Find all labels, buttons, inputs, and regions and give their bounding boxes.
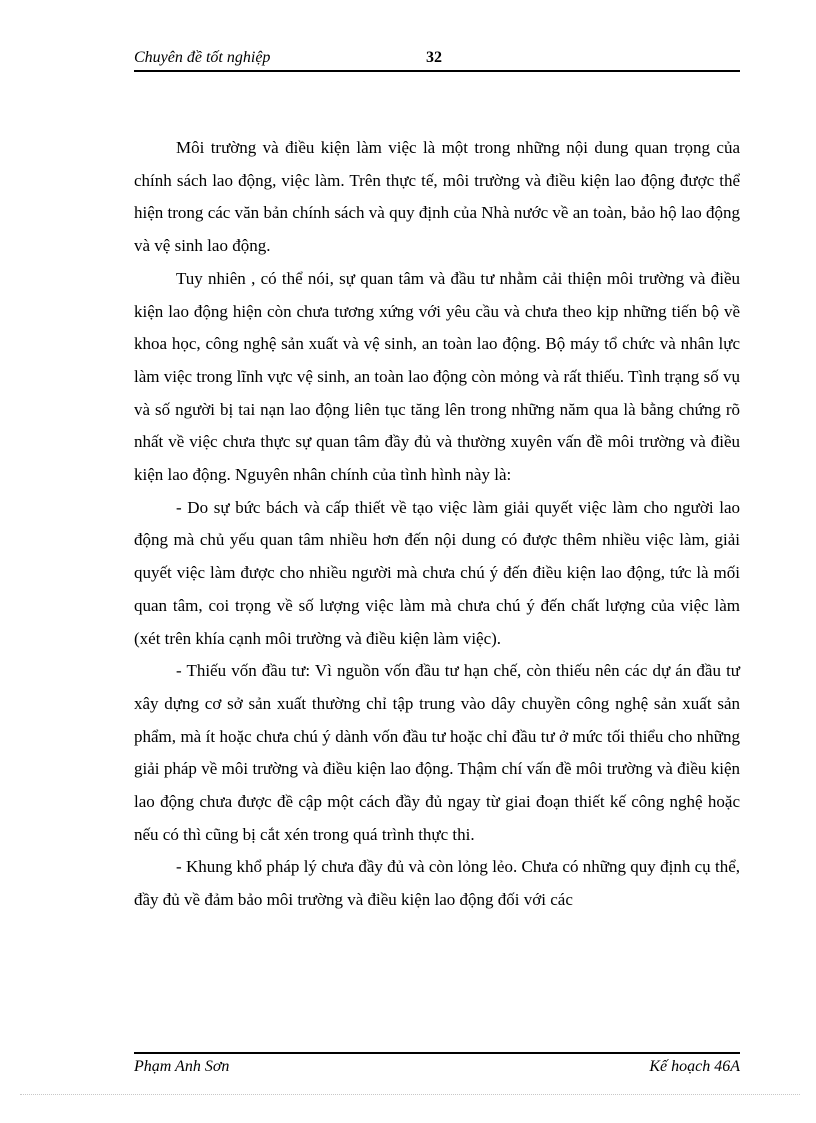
paragraph: Môi trường và điều kiện làm việc là một trong những nội dung quan trọng của chính sách lao động, việc làm. Trên thực tế, môi trường và điều kiện lao động được thể hiện trong các văn bản chính sách và quy định của Nhà nước về an toàn, bảo hộ lao động và vệ sinh lao động. xyxy=(134,138,740,256)
paragraph: - Khung khổ pháp lý chưa đầy đủ và còn lỏng lẻo. Chưa có những quy định cụ thể, đầy đủ về đảm bảo môi trường và điều kiện lao động đối với các xyxy=(134,857,740,910)
footer-author: Phạm Anh Sơn xyxy=(134,1058,230,1075)
page-footer xyxy=(134,1052,740,1078)
page-header xyxy=(134,46,740,72)
paragraph: - Do sự bức bách và cấp thiết về tạo việc làm giải quyết việc làm cho người lao động mà chủ yếu quan tâm nhiều hơn đến nội dung có được thêm nhiều việc làm, giải quyết việc làm được cho nhiều người mà chưa chú ý đến điều kiện lao động, tức là mối quan tâm, coi trọng về số lượng việc làm mà chưa chú ý đến chất lượng của việc làm (xét trên khía cạnh môi trường và điều kiện làm việc). xyxy=(134,497,740,648)
page-number: 32 xyxy=(426,49,442,66)
footer-class: Kế hoạch 46A xyxy=(649,1058,740,1075)
document-body xyxy=(134,132,740,917)
header-title: Chuyên đề tốt nghiệp xyxy=(134,49,271,66)
paragraph: Tuy nhiên , có thể nói, sự quan tâm và đầu tư nhằm cải thiện môi trường và điều kiện lao động hiện còn chưa tương xứng với yêu cầu và chưa theo kịp những tiến bộ về khoa học, công nghệ sản xuất và vệ sinh, an toàn lao động. Bộ máy tổ chức và nhân lực làm việc trong lĩnh vực vệ sinh, an toàn lao động còn mỏng và rất thiếu. Tình trạng số vụ và số người bị tai nạn lao động liên tục tăng lên trong những năm qua là bằng chứng rõ nhất về việc chưa thực sự quan tâm đầy đủ và thường xuyên vấn đề môi trường và điều kiện lao động. Nguyên nhân chính của tình hình này là: xyxy=(134,268,740,485)
paragraph: - Thiếu vốn đầu tư: Vì nguồn vốn đầu tư hạn chế, còn thiếu nên các dự án đầu tư xây dựng cơ sở sản xuất thường chỉ tập trung vào dây chuyền công nghệ sản xuất sản phẩm, mà ít hoặc chưa chú ý dành vốn đầu tư hoặc chỉ đầu tư ở mức tối thiểu cho những giải pháp về môi trường và điều kiện lao động. Thậm chí vấn đề môi trường và điều kiện lao động chưa được đề cập một cách đầy đủ ngay từ giai đoạn thiết kế công nghệ hoặc nếu có thì cũng bị cắt xén trong quá trình thực thi. xyxy=(134,661,740,844)
page-bottom-divider xyxy=(20,1094,800,1095)
